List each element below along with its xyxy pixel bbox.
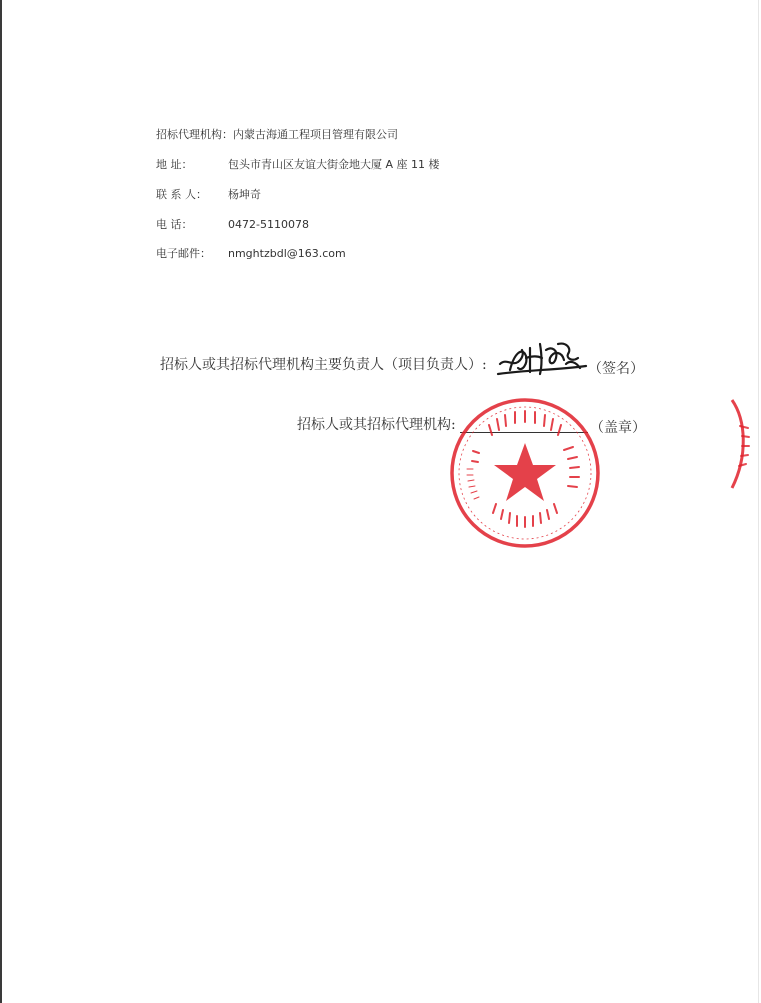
- address-value: 包头市青山区友谊大街金地大厦 A 座 11 楼: [228, 158, 440, 171]
- agency-row: [156, 126, 398, 142]
- signer-line: 招标人或其招标代理机构主要负责人（项目负责人）:: [160, 357, 487, 373]
- contact-person-row: [156, 186, 261, 202]
- address-label: 地 址：: [156, 158, 193, 171]
- agency-label: 招标代理机构：: [156, 128, 233, 141]
- scan-edge-right: [758, 0, 759, 1003]
- scan-edge: [0, 0, 2, 1003]
- partial-seal-edge: [724, 396, 754, 492]
- email-label: 电子邮件：: [156, 247, 211, 260]
- sign-note: （签名）: [588, 361, 644, 377]
- phone-value: 0472-5110078: [228, 218, 309, 231]
- contact-person-label: 联 系 人：: [156, 188, 207, 201]
- official-seal: [445, 395, 605, 551]
- phone-label: 电 话：: [156, 218, 193, 231]
- phone-row: [156, 216, 309, 232]
- email-value: nmghtzbdl@163.com: [228, 247, 346, 260]
- address-row: [156, 156, 440, 172]
- contact-person-value: 杨坤奇: [228, 188, 261, 201]
- email-row: [156, 245, 346, 261]
- handwritten-signature: [496, 336, 588, 380]
- seal-line: 招标人或其招标代理机构:: [297, 417, 456, 433]
- agency-value: 内蒙古海通工程项目管理有限公司: [233, 128, 398, 141]
- seal-note: （盖章）: [590, 420, 646, 436]
